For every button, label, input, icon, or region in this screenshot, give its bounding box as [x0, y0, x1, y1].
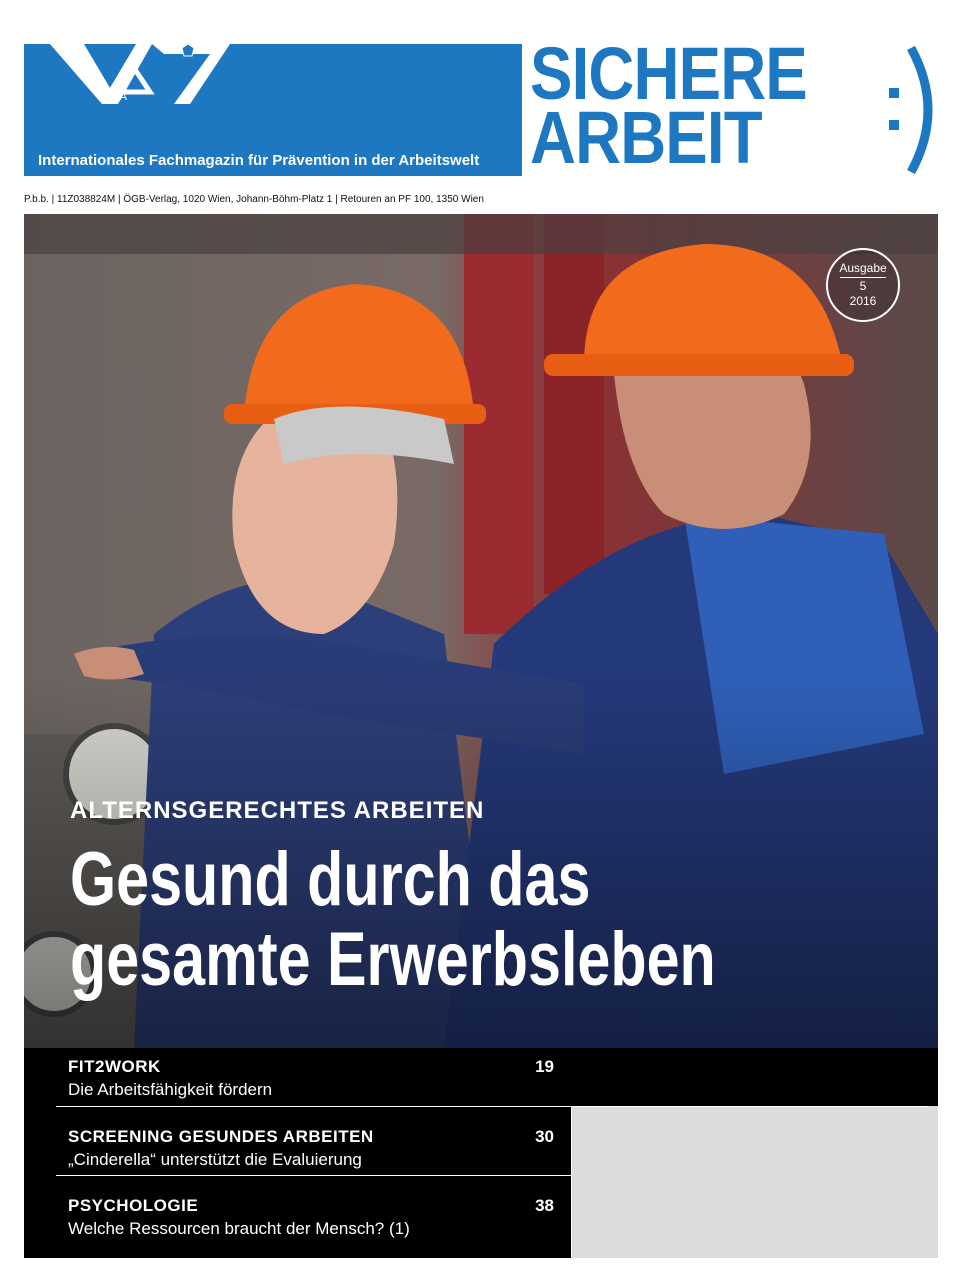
headline-line-1: Gesund durch das	[70, 837, 591, 922]
toc-item[interactable]	[68, 1127, 558, 1170]
toc-item-title: SCREENING GESUNDES ARBEITEN	[68, 1127, 374, 1146]
toc-item[interactable]	[68, 1057, 558, 1100]
toc-item[interactable]	[68, 1196, 558, 1239]
toc-item-page: 30	[535, 1127, 554, 1146]
toc-gray-panel	[572, 1106, 938, 1258]
headline-line-2: gesamte Erwerbsleben	[70, 917, 716, 1002]
smiley-logo-icon	[875, 40, 945, 180]
auva-logo	[40, 44, 240, 114]
toc-divider	[56, 1175, 572, 1176]
toc-divider-vertical	[571, 1106, 572, 1258]
brand-title	[530, 32, 852, 179]
issue-divider	[840, 277, 886, 278]
issue-number: 5	[859, 279, 867, 293]
cover-headline	[70, 837, 898, 1002]
toc-item-title: PSYCHOLOGIE	[68, 1196, 199, 1215]
toc-item-title: FIT2WORK	[68, 1057, 161, 1076]
toc-item-page: 19	[535, 1057, 554, 1076]
cover-kicker: ALTERNSGERECHTES ARBEITEN	[70, 797, 485, 824]
postal-info: P.b.b. | 11Z038824M | ÖGB-Verlag, 1020 Wien, Johann-Böhm-Platz 1 | Retouren an PF 100, 1350 Wien	[24, 194, 484, 205]
issue-year: 2016	[849, 294, 877, 308]
toc-item-subtitle: Die Arbeitsfähigkeit fördern	[68, 1080, 273, 1099]
toc-item-page: 38	[535, 1196, 554, 1215]
logo-wordmark: AUVA	[98, 91, 128, 103]
tagline: Internationales Fachmagazin für Prävention in der Arbeitswelt	[38, 152, 480, 169]
toc-item-subtitle: Welche Ressourcen braucht der Mensch? (1)	[68, 1219, 410, 1238]
brand-line-2: ARBEIT	[530, 96, 762, 179]
issue-label: Ausgabe	[839, 261, 887, 275]
brand-line-1: SICHERE	[530, 32, 807, 115]
toc-divider	[56, 1106, 928, 1107]
toc-item-subtitle: „Cinderella“ unterstützt die Evaluierung	[68, 1150, 362, 1169]
issue-badge	[826, 248, 900, 322]
